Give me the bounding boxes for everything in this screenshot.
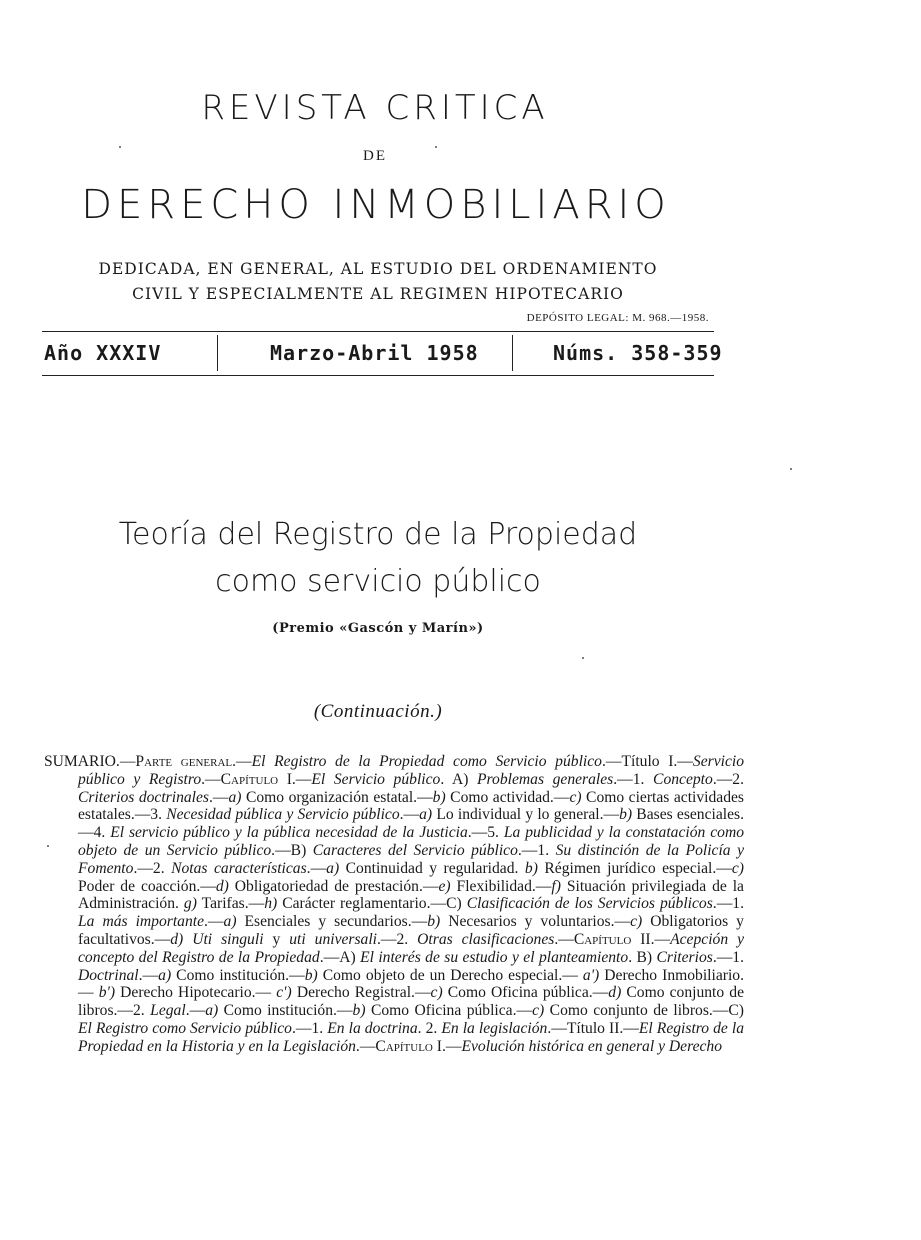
summary-segment: .—Título II.— xyxy=(547,1019,639,1037)
summary-segment: Doctrinal xyxy=(78,966,139,984)
summary-segment: Parte general xyxy=(135,753,233,770)
summary-segment: Otras clasificaciones xyxy=(417,930,555,948)
summary-segment: Como institución.— xyxy=(218,1002,353,1020)
summary-segment: .—2. xyxy=(712,770,744,788)
print-speck xyxy=(435,146,437,148)
summary-segment: . 2. xyxy=(417,1019,442,1037)
summary-segment: d) Uti singuli xyxy=(170,930,264,948)
summary-segment: Servicio público y Registro xyxy=(78,753,744,788)
summary-label: SUMARIO. xyxy=(44,753,120,770)
summary-segment: Como Oficina pública.— xyxy=(442,984,609,1002)
summary-segment: .—B) xyxy=(271,841,313,859)
summary-segment: y xyxy=(263,930,290,948)
summary-segment: Situación privilegiada de la Administración. xyxy=(78,877,744,913)
summary-segment: Poder de coacción.— xyxy=(78,877,216,895)
summary-segment: b) xyxy=(427,913,441,931)
summary-segment: Criterios xyxy=(656,948,713,966)
summary-segment: .— xyxy=(306,859,327,877)
summary-segment: .—2. xyxy=(377,930,418,948)
summary-segment: . B) xyxy=(628,948,657,966)
summary-segment: Como objeto de un Derecho especial.— xyxy=(317,966,583,984)
summary-segment: .— xyxy=(355,1037,376,1055)
summary-segment: Capítulo xyxy=(375,1037,433,1055)
summary-segment: I.— xyxy=(278,770,312,788)
summary-segment: b') xyxy=(98,984,116,1002)
summary-segment: La publicidad y la constatación como objeto de un Servicio público xyxy=(78,824,744,859)
print-speck xyxy=(582,657,584,659)
summary-segment: Concepto xyxy=(653,770,713,788)
summary-segment: c) xyxy=(731,859,744,877)
summary-segment: Legal xyxy=(150,1002,186,1020)
summary-segment: Obligatorios y facultativos.— xyxy=(78,913,744,948)
summary-segment: .— xyxy=(185,1002,206,1020)
summary-segment: b) xyxy=(352,1002,366,1020)
summary-segment: I.— xyxy=(432,1037,462,1055)
summary-segment: Caracteres del Servicio público xyxy=(312,841,518,859)
summary-segment: El interés de su estudio y el planteamiento xyxy=(360,948,629,966)
summary-segment: Como conjunto de libros.—2. xyxy=(78,984,744,1020)
summary-segment: a') xyxy=(582,966,600,984)
summary-segment: b) xyxy=(524,859,538,877)
summary-segment: d) xyxy=(608,984,622,1002)
journal-subtitle-line1: DEDICADA, EN GENERAL, AL ESTUDIO DEL ORDENAMIENTO xyxy=(98,260,658,278)
summary-segment: Como conjunto de libros.—C) xyxy=(544,1002,744,1020)
summary-segment: uti universali xyxy=(289,930,378,948)
issue-bar-divider xyxy=(217,335,218,371)
summary-segment: g) xyxy=(183,895,197,913)
summary-segment: .—Título I.— xyxy=(601,753,693,770)
summary-segment: Tarifas.— xyxy=(196,895,265,913)
journal-subtitle-line2: CIVIL Y ESPECIALMENTE AL REGIMEN HIPOTECARIO xyxy=(132,285,624,303)
summary-segment: a) xyxy=(205,1002,219,1020)
deposito-legal: DEPÓSITO LEGAL: M. 968.—1958. xyxy=(526,312,709,324)
article-title-line2: como servicio público xyxy=(215,564,541,599)
summary-segment: Como actividad.— xyxy=(445,788,570,806)
summary-segment: .— xyxy=(138,966,159,984)
summary-segment: h) xyxy=(264,895,278,913)
summary-segment: b) xyxy=(304,966,318,984)
summary-segment: .—1. xyxy=(712,948,744,966)
summary-body xyxy=(78,753,744,1055)
summary-segment: b) xyxy=(619,806,633,824)
summary-segment: b) xyxy=(432,788,446,806)
summary-segment: Lo individual y lo general.— xyxy=(432,806,620,824)
issue-year: Año XXXIV xyxy=(44,341,162,365)
summary-segment: Régimen jurídico especial.— xyxy=(537,859,732,877)
summary-segment: Como institución.— xyxy=(171,966,305,984)
summary-segment: Derecho Registral.— xyxy=(291,984,431,1002)
print-speck xyxy=(119,146,121,148)
summary-segment: Acepción y concepto del Registro de la Propiedad xyxy=(78,930,744,966)
summary-segment: d) xyxy=(215,877,229,895)
summary-segment: .— xyxy=(204,913,224,931)
summary-segment: Necesarios y voluntarios.— xyxy=(440,913,631,931)
issue-bar-bottom-rule xyxy=(42,375,714,376)
summary-segment: .— xyxy=(554,930,574,948)
summary-paragraph xyxy=(44,753,744,1056)
summary-segment: .— xyxy=(232,753,252,770)
summary-segment: Carácter reglamentario.—C) xyxy=(277,895,467,913)
article-title-line1: Teoría del Registro de la Propiedad xyxy=(118,517,638,552)
summary-segment: . A) xyxy=(440,770,478,788)
summary-segment: .—1. xyxy=(291,1019,328,1037)
summary-segment: Necesidad pública y Servicio público xyxy=(166,806,400,824)
issue-bar-divider xyxy=(512,335,513,371)
summary-segment: a) xyxy=(326,859,340,877)
summary-segment: Problemas generales xyxy=(477,770,614,788)
summary-segment: Flexibilidad.— xyxy=(450,877,552,895)
summary-segment: a) xyxy=(158,966,172,984)
summary-segment: c) xyxy=(569,788,582,806)
summary-segment: c') xyxy=(276,984,292,1002)
summary-segment: .—1. xyxy=(712,895,744,913)
summary-segment: .—5. xyxy=(467,824,504,842)
summary-segment: Notas características xyxy=(171,859,307,877)
issue-date: Marzo-Abril 1958 xyxy=(270,341,479,365)
summary-segment: En la doctrina xyxy=(327,1019,418,1037)
summary-segment: Capítulo xyxy=(220,770,279,788)
summary-segment: .— xyxy=(208,788,229,806)
article-continuation: (Continuación.) xyxy=(313,701,443,722)
summary-segment: Continuidad y regularidad. xyxy=(339,859,525,877)
summary-segment: La más importante xyxy=(78,913,205,931)
summary-segment: Como ciertas actividades estatales.—3. xyxy=(78,788,744,824)
journal-title-line2: DERECHO INMOBILIARIO xyxy=(81,182,671,228)
summary-segment: c) xyxy=(430,984,443,1002)
summary-segment: Como organización estatal.— xyxy=(241,788,433,806)
issue-numbers: Núms. 358-359 xyxy=(553,341,723,365)
summary-segment: a) xyxy=(223,913,237,931)
summary-segment: Como Oficina pública.— xyxy=(365,1002,533,1020)
summary-segment: .—1. xyxy=(613,770,654,788)
summary-segment: e) xyxy=(438,877,451,895)
summary-segment: Capítulo xyxy=(573,930,632,948)
print-speck xyxy=(790,468,792,470)
summary-segment: Evolución histórica en general y Derecho xyxy=(461,1037,723,1055)
summary-segment: f) xyxy=(551,877,561,895)
summary-segment: a) xyxy=(419,806,433,824)
summary-segment: Esenciales y secundarios.— xyxy=(236,913,428,931)
summary-segment: .— xyxy=(201,770,221,788)
summary-segment: El Registro de la Propiedad como Servicio público xyxy=(251,753,602,770)
summary-segment: .— xyxy=(399,806,420,824)
print-speck xyxy=(47,845,49,847)
summary-segment: El Registro de la Propiedad en la Historia y en la Legislación xyxy=(78,1019,745,1055)
article-award: (Premio «Gascón y Marín») xyxy=(272,621,484,636)
summary-segment: Su distinción de la Policía y Fomento xyxy=(78,841,745,877)
summary-segment: En la legislación xyxy=(441,1019,548,1037)
summary-segment: .—2. xyxy=(133,859,172,877)
summary-segment: c) xyxy=(532,1002,545,1020)
summary-segment: II.— xyxy=(631,930,671,948)
summary-segment: Derecho Hipotecario.— xyxy=(115,984,277,1002)
summary-segment: .—A) xyxy=(319,948,361,966)
journal-title-line1: REVISTA CRITICA xyxy=(201,88,549,128)
summary-segment: a) xyxy=(228,788,242,806)
summary-segment: El Servicio público xyxy=(311,770,441,788)
summary-segment: Bases esenciales.—4. xyxy=(78,806,744,842)
summary-segment: Clasificación de los Servicios públicos xyxy=(466,895,713,913)
summary-segment: Derecho Inmobiliario.— xyxy=(78,966,744,1002)
issue-bar-top-rule xyxy=(42,331,714,332)
summary-segment: .—1. xyxy=(517,841,556,859)
summary-segment: Obligatoriedad de prestación.— xyxy=(228,877,439,895)
summary-segment: c) xyxy=(630,913,643,931)
summary-segment: El Registro como Servicio público xyxy=(78,1019,292,1037)
journal-title-de: DE xyxy=(363,148,387,164)
summary-segment: — xyxy=(119,753,136,770)
summary-segment: El servicio público y la pública necesidad de la Justicia xyxy=(110,824,468,842)
summary-segment: Criterios doctrinales xyxy=(78,788,209,806)
